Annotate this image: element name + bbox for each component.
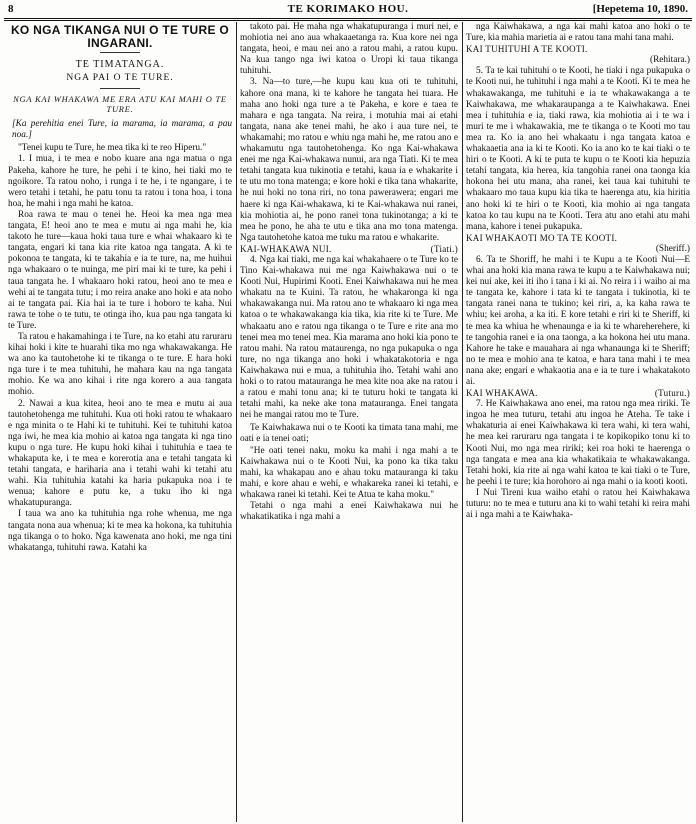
issue-date: [Hepetema 10, 1890.: [592, 3, 688, 15]
subheading-label: KAI WHAKAOTI MO TA TE KOOTI.: [466, 232, 618, 243]
header-rule-thin: [4, 20, 692, 21]
page-number: 8: [8, 3, 14, 15]
paragraph: 2. Nawai a kua kitea, heoi ano te mea e mutu ai aua tautohetohenga me tuhituhi. Kua oti hoki ratou te whakaaro e nga minita o te Hahi ki te tuhituhi. Kei te tuhituhi katoa nga iwi, he mea kia mohio ai katoa nga tangata ki nga tino kupu o nga ture. He kupu hoki kihai i tuhituhia e taea te whakaputa ke, i te mea e korerotia ana e tetahi tangata ki tetahi tangata, e hariharia ana i tetahi wahi ki tetahi atu wahi. Kia tuhituhia katahi ka haria pukapuka noa i te wenua; kahore e putu ke, a tuku iho ki nga whakatupuranga.: [8, 398, 232, 509]
article-subtitle: TE TIMATANGA.: [75, 59, 165, 70]
paragraph: Tetahi o nga mahi a enei Kaiwhakawa nui he whakatikatika i nga mahi a: [240, 501, 458, 523]
part-title: NGA PAI O TE TURE.: [66, 73, 174, 84]
paragraph: I taua wa ano ka tuhituhia nga rohe whenua, me nga tangata nona aua whenua; ki te mea ka hokona, ka tuhituhia nga tikanga o to hoko. Nga kawenata ano hoki, me nga tini whakatanga, tuhituhi rawa. Katahi ka: [8, 509, 232, 553]
header-rule: [4, 18, 692, 19]
subheading-translation: (Tuturu.): [654, 388, 690, 399]
paragraph: 5. Ta te kai tuhituhi o te Kooti, he tiaki i nga pukapuka o te Kooti nui, he tuhituhi i nga mahi a te Kooti. Ki te mea he whakawakanga, me tuhituhi e ia te whakawakanga a te Kaiwhakawa, me whakaraupanga a te Kaiwhakawa. Enei mea i tuhituhia e ia, tiaki rawa, kia mohiotia ai i te wa i muri te me i whakawakia, me te tikanga o te Kooti mo tau mea ra. Ko ia ano hei whakaatu i nga tangata katoa e whakaaetia ana ia ki te Kooti. Ko ia ano ko te kai tiaki o te hiri o te Kooti. A ki te puta te kupu o te Kooti kia hepuzia tetahi tangata, kia herea, kia tangohia ranei ona taonga kia hokona hei utu mana, aha ranei, kei taua kai tuhituhi te whakaaro mo taua kupu kia tika te haerenga atu, kia hiritia ano hoki ki te hiri o te Kooti, kia mohio ai nga tangata katoa ko tau kupu na te Kooti. Tera atu ano etahi atu mahi mana, kahore i tenei pukapuka.: [466, 66, 690, 232]
paragraph: takoto pai. He maha nga whakatupuranga i muri nei, e mohiotia nei ano aua whakaaetanga ra. Kua kore nei nga tangata, heoi, e mau nei ano a ratou mahi, a ratou kupu. Na kua tango nga iwi katoa o Uropi ki taua tikanga tuhituhi.: [240, 22, 458, 77]
page-header: [6, 3, 690, 18]
paragraph: nga Kaiwhakawa, a nga kai mahi katoa ano hoki o te Ture, kia mahia marietia ai e ratou tana mahi tana mahi.: [466, 22, 690, 44]
paragraph: Te Kaiwhakawa nui o te Kooti ka timata tana mahi, me oati e ia tenei oati;: [240, 423, 458, 445]
quote-line: "Tenei kupu te Ture, he mea tika ki te reo Hiperu.": [18, 143, 207, 154]
article-title: KO NGA TIKANGA NUI O TE TURE O INGARANI.: [10, 23, 230, 50]
column-divider: [462, 22, 463, 822]
column-1: [8, 22, 232, 822]
subheading-whakaoti: [466, 233, 690, 244]
paragraph: 4. Nga kai tiaki, me nga kai whakahaere o te Ture ko te Tino Kai-whakawa nui me nga Kaiwhakawa nui o te Kooti Nui, Hupirimi Kooti. Enei Kaiwhakawa nui he mea whakatu na te Kuini. Ta ratou, he whakaronga ki nga whakawakanga nui. Ma ratou ano te whakaaro ki nga mea katoa o te whakawakanga kia tika, kia rite ki te Ture. Me whakaatu ano e ratou nga tikanga o te Ture e rite ana mo tenei mea mo tenei mea. Kia marama ano hoki kia pono te ratou mahi. Na ratou mataurenga, no nga pukapuka o nga ture, no nga tikanga ano hoki i whakatakotoria e nga Kaiwhakawa nui e mua, a tuhituhia iho. Tetahi wahi ano hoki o to ratou matauranga he mea kite noa ake na ratou i a ratou e mahi tonu ana; ki te tuturu hoki te tangata ki tetahi mahi, ka neke ake tona matauranga. Enei tangata nei he mangai ratou mo te Ture.: [240, 254, 458, 421]
subheading-label: KAI-WHAKAWA NUI.: [240, 243, 332, 254]
subheading-translation: (Rehitara.): [649, 55, 690, 66]
paragraph: 3. Na—to ture,—he kupu kau kua oti te tuhituhi, kahore ona mana, ki te kahore he tangata hei tuara. He maha ano hoki nga ture a te Pakeha, e kore e taea te mahara e nga tangata. Na reira, i motuhia mai ai etahi tangata, nana ake tenei mahi, he ako i aua ture nei, te whakamahi; mo ratou e whiu nga mahi he, me ratou ano e whakamutu nga tautohetohenga. Ko nga Kai-whakawa enei me nga Kai-whakawa nunui, ara nga Tiati. Ki te mea tetahi tangata kua tukinotia e tetahi, kaua ia e whakarite i te utu mo tona matenga; e kore hoki e tika tana whakarite, he nui hoki no tona riri, no tona pawerawera; engari me haere ki nga Kai-whakawa, ki te Kai-whakawa nui ranei, kia mohiotia ai, he pono ranei tona tukinotanga; a ki te mea he pono, he aha te utu e tika ana mo tona matenga. Nga tautohetohe katoa me tuku ma ratou e whakarite.: [240, 77, 458, 243]
column-3: [466, 22, 690, 822]
paragraph: Ta ratou e hakamahinga i te Ture, na ko etahi atu raruraru kihai hoki i kite te huarahi tika mo nga whakawakanga. He wa ano ka tautohetohe ki te tikanga o te ture. E hara hoki nga ture i te mea tuhituhi, he mahara kau na nga tangata mohio. Ke wa ano kihai i rite nga korero a aua tangata mohio.: [8, 331, 232, 398]
subheading-translation: (Tiati.): [430, 243, 458, 254]
newspaper-title: TE KORIMAKO HOU.: [287, 3, 409, 15]
paragraph: I Nui Tireni kua waiho etahi o ratou hei Kaiwhakawa tuturu: no te mea e tuturu ana ki to wahi tetahi ki reira mahi ai i nga mahi a te Kaiwhaka-: [466, 487, 690, 521]
subheading-whakawa: [466, 388, 690, 399]
subheading-label: KAI TUHITUHI A TE KOOTI.: [466, 44, 588, 55]
title-rule: [100, 52, 140, 53]
paragraph: 6. Ta te Shoriff, he mahi i te Kupu a te Kooti Nui—E whai ana hoki kia mana rawa te kupu a te Kaiwhakawa nui; kei nui ake, kei iti iho i tana i ki ai. No reira i i waiho ai ma te tangata ke, kahore i tata ki te tangata i tukinotia, ki te tangata ranei nana te tukino; kei riri, a, ka kaha rawa te whiu; kei aroha, a ka iti. E kore tetahi e riri ki te Sheriff, ki te mea ka whiua he whenaunga e ia ki te whareherehere, ki te tangohia ranei e ia ona taonga, a ka hokona hei utu mana. Kahore he take e mauahara ai nga whanaunga ki te Sheriff; no te mea e mohio ana te katoa, e hara tana mahi i te mea nana ake; engari e whakaotia ana e ia te ture i whakatakoto ai.: [466, 254, 690, 387]
subheading-label: KAI WHAKAWA.: [466, 388, 538, 399]
paragraph: Roa rawa te mau o tenei he. Heoi ka mea nga mea tangata, E! heoi ano te mea e mutu ai nga mahi he, kia takoto he ture—kaua hoki taua ture e whai whakaaro ki te tangata, engari ki tana kia rite katoa nga tangata. A ki te pokonoa te tangata, ki te takahia e ia te ture, na, me huihui nga whakaaro o te nuinga, me piri mai ki te ture, ka pehi i taua tangata he. I whakaaro hoki ratou, heoi ano te mea e wehi ai te tangata tutu; i mo reira anake ano hoki e ata noho ai te tangata pai. Kia hai ia te ture i hoboro te kaha. Nui rawa te tohe o te tutu, te otinga iho, kua pau nga tangata ki te Ture.: [8, 209, 232, 331]
paragraph: 1. I mua, i te mea e nobo kuare ana nga matua o nga Pakeha, kahore he ture, he pehi i te kino, hei tiaki mo te ngoikore. Ta ratou noho, i runga i te he, i te ngangare, i te wero tetahi i tetahi, he patu tonu ta ratou i tona hoa, i tona hoa, he mahi i nga mahi he katoa.: [8, 154, 232, 209]
subheading-tuhituhi: [466, 44, 690, 55]
bracket-note: [Ka perehitia enei Ture, ia marama, ia marama, a pau noa.]: [12, 119, 232, 141]
part-rule: [100, 88, 140, 89]
oath-quote: "He oati tenei naku, moku ka mahi i nga mahi a te Kaiwhakawa nui o te Kooti Nui, ka pono ka tika taku mahi, ka whakapau ano e ahau toku matauranga ki taku mahi, e kore ahau e wehi, e whakareka ranei ki tetahi, e whakawa ranei ki tetahi. Kei te Atua te kaha moku.": [240, 445, 458, 500]
paragraph: 7. He Kaiwhakawa ano enei, ma ratou nga mea ririki. Te ingoa he mea tuturu, tetahi atu ingoa he Ateha. Te take i whakaturia ai enei Kaiwhakawa ki tera wahi, ki tera wahi, he mea kei raruraru nga tangata i te kopikopiko tonu ki to Kooti Nui, mo nga mea ririki; kei roa hoki te haerenga o nga tangata e mea ana kia whakatikaia te whakawakanga. Tetahi hoki, kia rite ai nga wahi katoa te kai tiaki o te Ture, he peehi i te ture; kia horohoro ai nga mahi o ia kooti kooti.: [466, 399, 690, 487]
subheading-kai-whakawa-nui: [240, 244, 458, 255]
section-heading: NGA KAI WHAKAWA ME ERA ATU KAI MAHI O TE TURE.: [13, 95, 227, 115]
column-2: [240, 22, 458, 822]
subheading-translation: (Sheriff.): [655, 243, 690, 254]
column-divider: [236, 22, 237, 822]
